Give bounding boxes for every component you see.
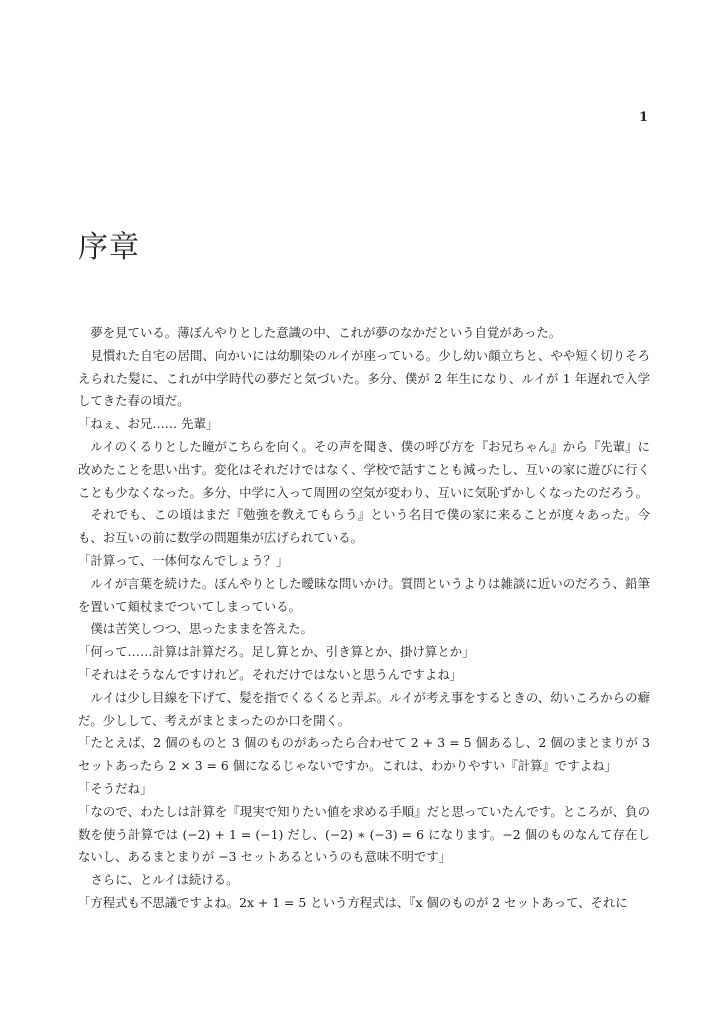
paragraph: 「なので、わたしは計算を『現実で知りたい値を求める手順』だと思っていたんです。ところが、負の数を使う計算では (−2) + 1 = (−1) だし、(−2) ∗ (−3) = 6 になります。−2 個のものなんて存在しないし、あるまとまりが −3 セットあるというのも意味不明です」	[78, 803, 650, 865]
paragraph: 「方程式も不思議ですよね。2x + 1 = 5 という方程式は、『x 個のものが 2 セットあって、それに	[78, 894, 628, 910]
page-number: 1	[638, 110, 648, 125]
paragraph: 「そうだね」	[78, 780, 153, 796]
paragraph: ルイが言葉を続けた。ぼんやりとした曖昧な問いかけ。質問というよりは雑談に近いのだろう、鉛筆を置いて頬杖までついてしまっている。	[78, 575, 650, 614]
paragraph: 「ねぇ、お兄…… 先輩」	[78, 416, 219, 432]
paragraph: 夢を見ている。薄ぼんやりとした意識の中、これが夢のなかだという自覚があった。	[90, 325, 562, 340]
paragraph: ルイは少し目線を下げて、髪を指でくるくると弄ぶ。ルイが考え事をするときの、幼いころからの癖だ。少しして、考えがまとまったのか口を開く。	[78, 689, 650, 728]
paragraph: 「計算って、一体何なんでしょう？」	[78, 552, 289, 568]
paragraph: 「たとえば、2 個のものと 3 個のものがあったら合わせて 2 + 3 = 5 個あるし、2 個のまとまりが 3 セットあったら 2 × 3 = 6 個になるじゃないですか。これは、わかりやすい『計算』ですよね」	[78, 735, 650, 774]
paragraph: さらに、とルイは続ける。	[90, 872, 239, 888]
paragraph: 見慣れた自宅の居間、向かいには幼馴染のルイが座っている。少し幼い顔立ちと、やや短く切りそろえられた髪に、これが中学時代の夢だと気づいた。多分、僕が 2 年生になり、ルイが 1 年遅れで入学してきた春の頃だ。	[78, 347, 650, 409]
paragraph: 僕は苦笑しつつ、思ったままを答えた。	[90, 621, 313, 637]
paragraph: 「それはそうなんですけれど。それだけではないと思うんですよね」	[78, 666, 463, 682]
chapter-title: 序章	[78, 230, 140, 265]
paragraph: それでも、この頃はまだ『勉強を教えてもらう』という名目で僕の家に来ることが度々あった。今も、お互いの前に数学の問題集が広げられている。	[78, 507, 650, 546]
body-text	[78, 322, 650, 915]
paragraph: 「何って……計算は計算だろ。足し算とか、引き算とか、掛け算とか」	[78, 644, 475, 660]
paragraph: ルイのくるりとした瞳がこちらを向く。その声を聞き、僕の呼び方を『お兄ちゃん』から『先輩』に改めたことを思い出す。変化はそれだけではなく、学校で話すことも減ったし、互いの家に遊びに行くことも少なくなった。多分、中学に入って周囲の空気が変わり、互いに気恥ずかしくなったのだろう。	[78, 438, 650, 500]
